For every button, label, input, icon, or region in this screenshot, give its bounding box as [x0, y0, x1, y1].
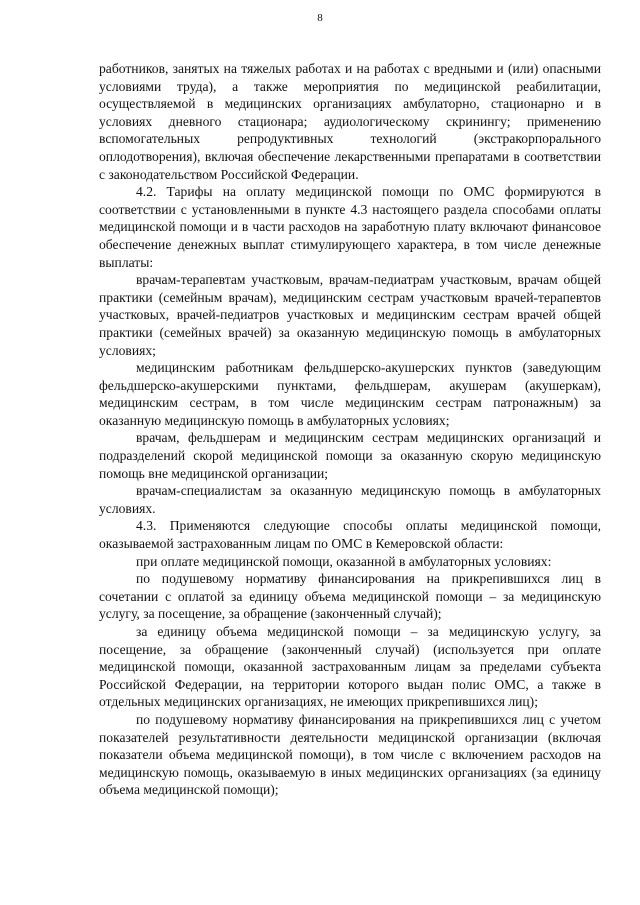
- document-body: [99, 60, 601, 799]
- paragraph-feldsher-points: медицинским работникам фельдшерско-акушерских пунктов (заведующим фельдшерско-акушерскими пунктами, фельдшерам, акушерам (акушеркам), медицинским сестрам, в том числе медицинским сестрам патронажным) за оказанную медицинскую помощь в амбулаторных условиях;: [99, 360, 601, 428]
- paragraph-continuation: работников, занятых на тяжелых работах и на работах с вредными и (или) опасными условиями труда), а также мероприятия по медицинской реабилитации, осуществляемой в медицинских организациях амбулаторно, стационарно и в условиях дневного стационара; аудиологическому скринингу; применению вспомогательных репродуктивных технологий (экстракорпорального оплодотворения), включая обеспечение лекарственными препаратами в соответствии с законодательством Российской Федерации.: [99, 61, 601, 182]
- paragraph-per-capita-combined: по подушевому нормативу финансирования на прикрепившихся лиц в сочетании с оплатой за единицу объема медицинской помощи – за медицинскую услугу, за посещение, за обращение (законченный случай);: [99, 571, 601, 622]
- paragraph-outpatient-payment: при оплате медицинской помощи, оказанной в амбулаторных условиях:: [136, 553, 552, 569]
- page-number: 8: [317, 12, 323, 24]
- paragraph-specialists: врачам-специалистам за оказанную медицинскую помощь в амбулаторных условиях.: [99, 483, 601, 516]
- paragraph-district-doctors: врачам-терапевтам участковым, врачам-педиатрам участковым, врачам общей практики (семейным врачам), медицинским сестрам участковым врачей-терапевтов участковых, врачей-педиатров участковых и медицинским сестрам врачей общей практики (семейных врачей) за оказанную медицинскую помощь в амбулаторных условиях;: [99, 272, 601, 358]
- paragraph-ambulance: врачам, фельдшерам и медицинским сестрам медицинских организаций и подразделений скорой медицинской помощи за оказанную скорую медицинскую помощь вне медицинской организации;: [99, 430, 601, 481]
- paragraph-per-unit: за единицу объема медицинской помощи – за медицинскую услугу, за посещение, за обращение (законченный случай) (используется при оплате медицинской помощи, оказанной застрахованным лицам за пределами субъекта Российской Федерации, на территории которого выдан полис ОМС, а также в отдельных медицинских организациях, не имеющих прикрепившихся лиц);: [99, 624, 601, 710]
- paragraph-4-3: 4.3. Применяются следующие способы оплаты медицинской помощи, оказываемой застрахованным лицам по ОМС в Кемеровской области:: [99, 518, 601, 552]
- paragraph-4-2: 4.2. Тарифы на оплату медицинской помощи по ОМС формируются в соответствии с установленными в пункте 4.3 настоящего раздела способами оплаты медицинской помощи и в части расходов на заработную плату включают финансовое обеспечение денежных выплат стимулирующего характера, в том числе денежные выплаты:: [99, 184, 601, 270]
- paragraph-per-capita-performance: по подушевому нормативу финансирования на прикрепившихся лиц с учетом показателей результативности деятельности медицинской организации (включая показатели объема медицинской помощи), в том числе с включением расходов на медицинскую помощь, оказываемую в иных медицинских организациях (за единицу объема медицинской помощи);: [99, 711, 601, 798]
